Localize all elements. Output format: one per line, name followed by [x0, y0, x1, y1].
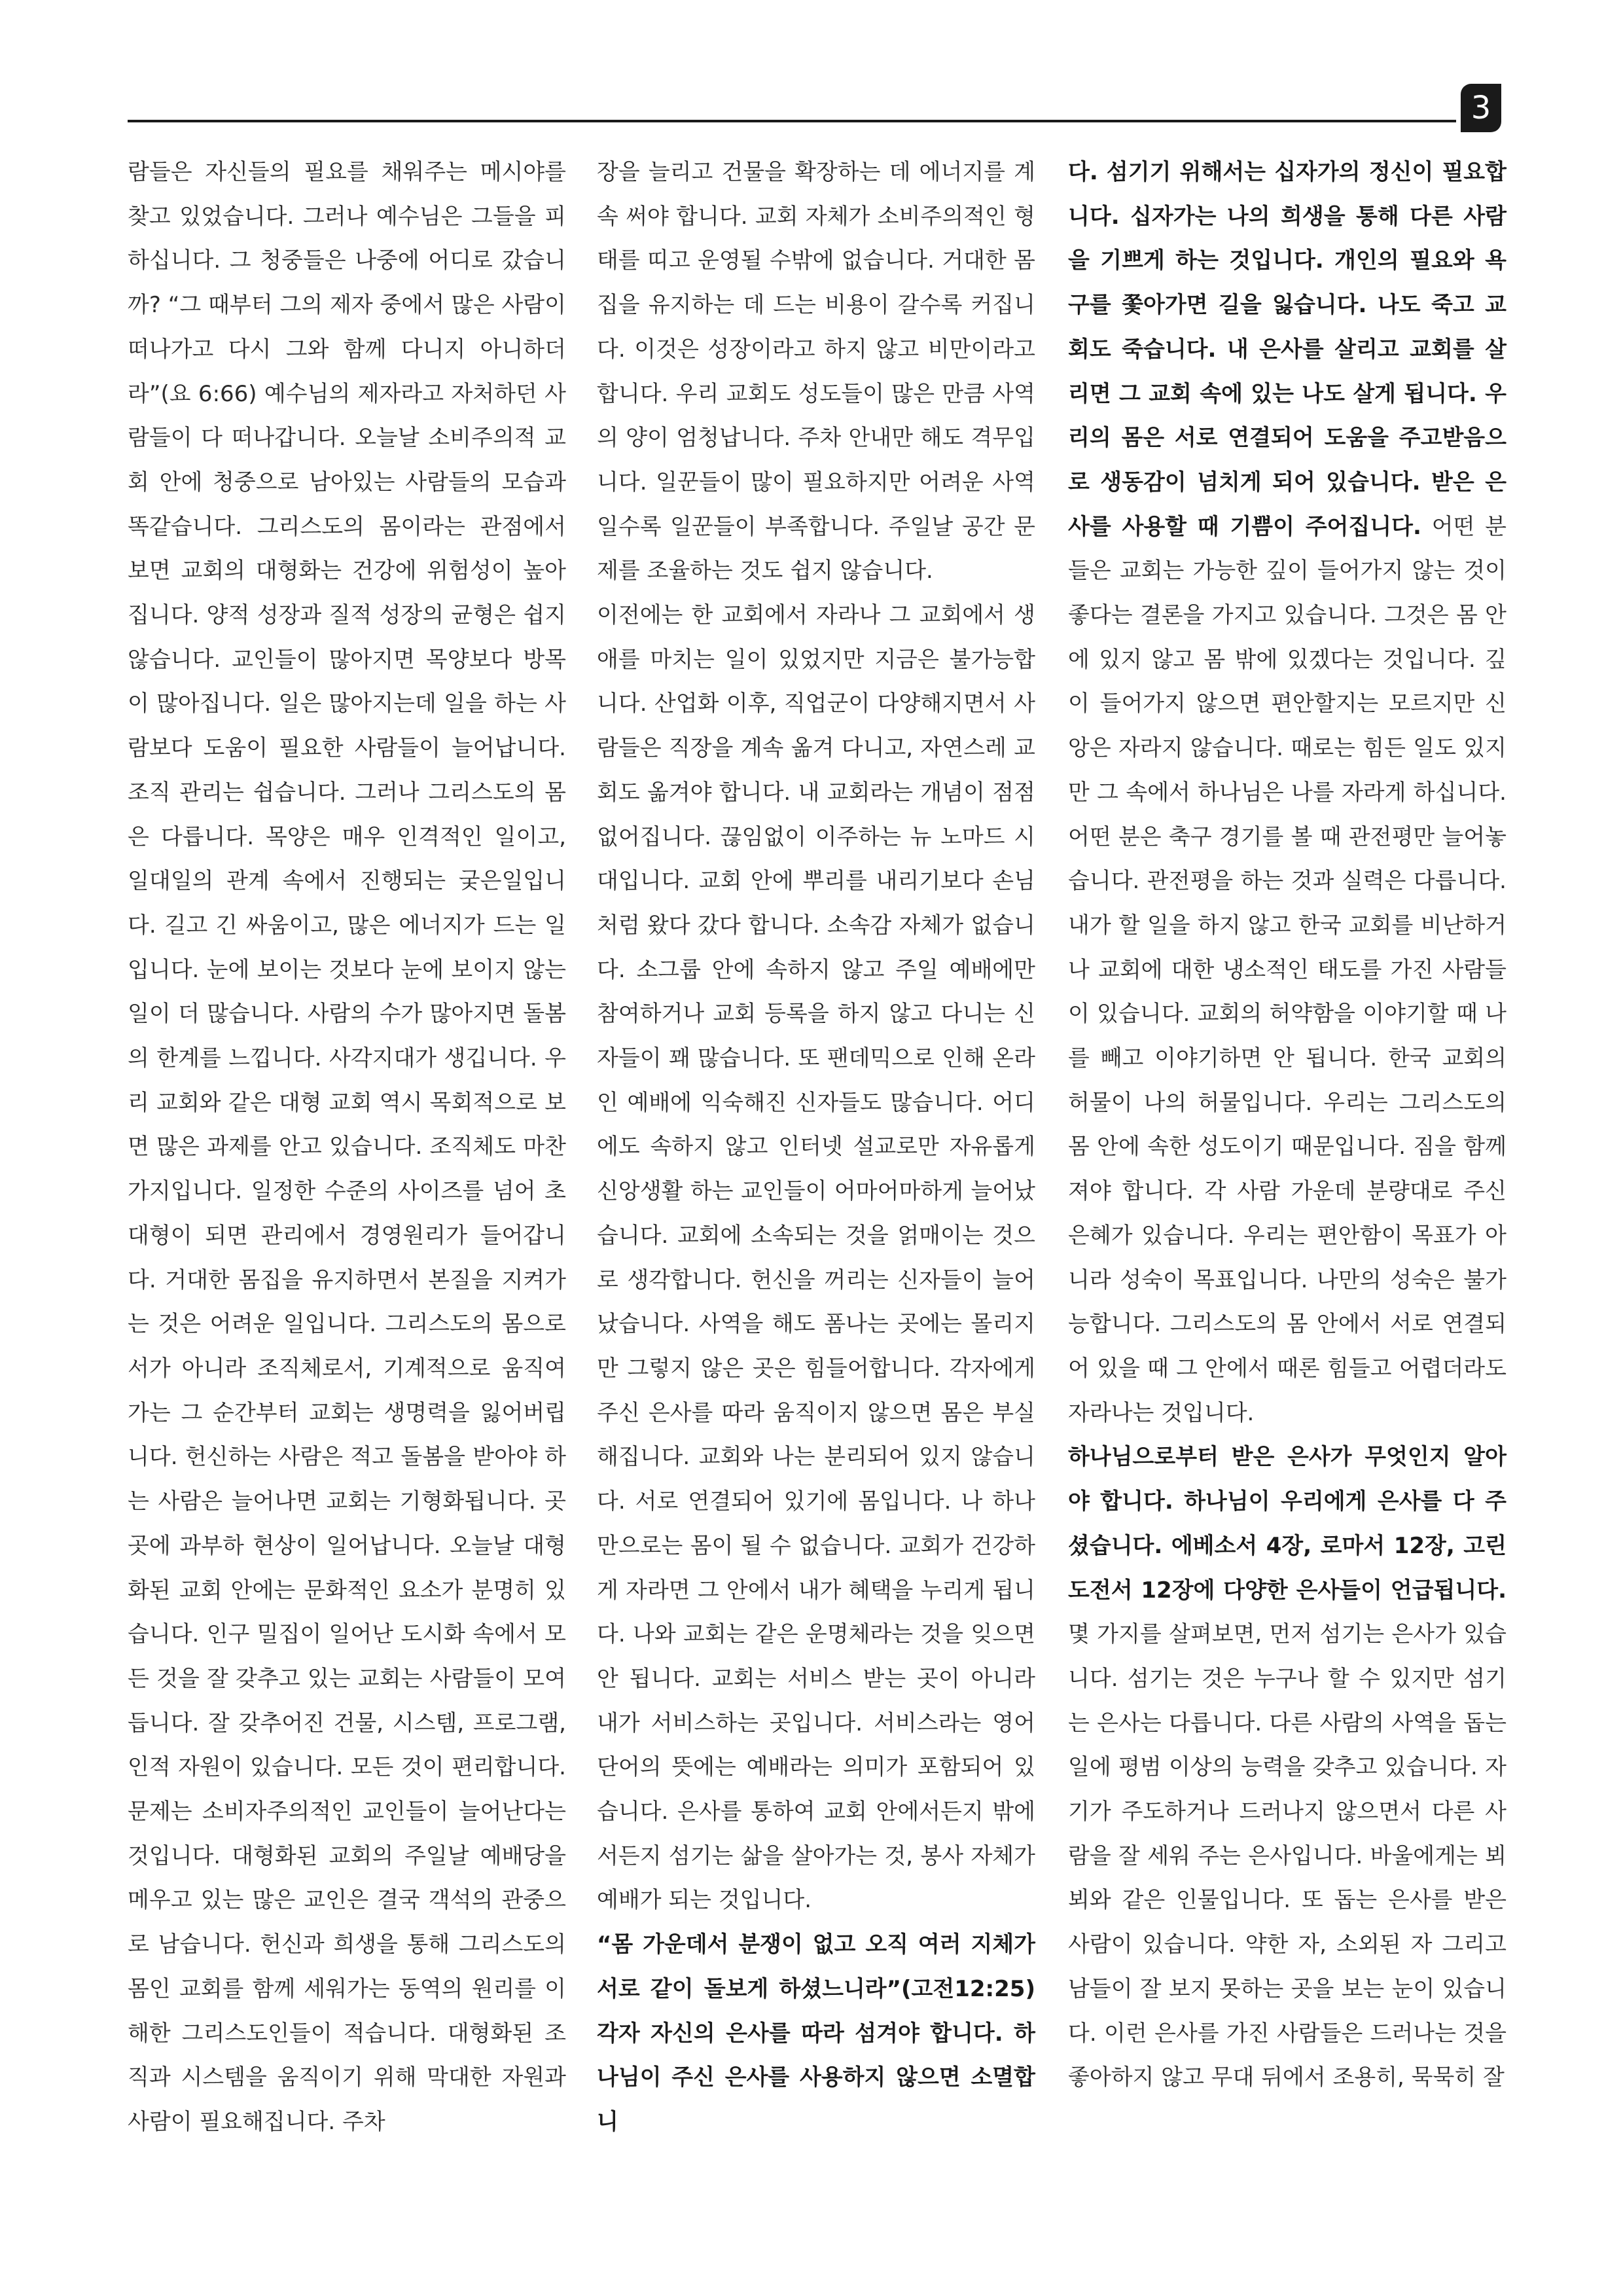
- paragraph: [597, 594, 1035, 1923]
- paragraph: [597, 1923, 1035, 2145]
- paragraph: [1068, 1435, 1507, 2100]
- paragraph: [1068, 151, 1507, 1435]
- paragraph-text: 몇 가지를 살펴보면, 먼저 섬기는 은사가 있습니다. 섬기는 것은 누구나 할 수 있지만 섬기는 은사는 다릅니다. 다른 사람의 사역을 돕는 일에 평범 이상의 능력을 갖추고 있습니다. 자기가 주도하거나 드러나지 않으면서 다른 사람을 잘 세워 주는 은사입니다. 바울에게는 뵈뵈와 같은 인물입니다. 또 돕는 은사를 받은 사람이 있습니다. 약한 자, 소외된 자 그리고 남들이 잘 보지 못하는 곳을 보는 눈이 있습니다. 이런 은사를 가진 사람들은 드러나는 것을 좋아하지 않고 무대 뒤에서 조용히, 묵묵히 잘: [1068, 1621, 1507, 2091]
- paragraph-text: 이전에는 한 교회에서 자라나 그 교회에서 생애를 마치는 일이 있었지만 지금은 불가능합니다. 산업화 이후, 직업군이 다양해지면서 사람들은 직장을 계속 옮겨 다니고, 자연스레 교회도 옮겨야 합니다. 내 교회라는 개념이 점점 없어집니다. 끊임없이 이주하는 뉴 노마드 시대입니다. 교회 안에 뿌리를 내리기보다 손님처럼 왔다 갔다 합니다. 소속감 자체가 없습니다. 소그룹 안에 속하지 않고 주일 예배에만 참여하거나 교회 등록을 하지 않고 다니는 신자들이 꽤 많습니다. 또 팬데믹으로 인해 온라인 예배에 익숙해진 신자들도 많습니다. 어디에도 속하지 않고 인터넷 설교로만 자유롭게 신앙생활 하는 교인들이 어마어마하게 늘어났습니다. 교회에 소속되는 것을 얽매이는 것으로 생각합니다. 헌신을 꺼리는 신자들이 늘어났습니다. 사역을 해도 폼나는 곳에는 몰리지만 그렇지 않은 곳은 힘들어합니다. 각자에게 주신 은사를 따라 움직이지 않으면 몸은 부실해집니다. 교회와 나는 분리되어 있지 않습니다. 서로 연결되어 있기에 몸입니다. 나 하나만으로는 몸이 될 수 없습니다. 교회가 건강하게 자라면 그 안에서 내가 혜택을 누리게 됩니다. 나와 교회는 같은 운명체라는 것을 잊으면 안 됩니다. 교회는 서비스 받는 곳이 아니라 내가 서비스하는 곳입니다. 서비스라는 영어 단어의 뜻에는 예배라는 의미가 포함되어 있습니다. 은사를 통하여 교회 안에서든지 밖에서든지 섬기는 삶을 살아가는 것, 봉사 자체가 예배가 되는 것입니다.: [597, 602, 1035, 1914]
- header-rule: [128, 120, 1456, 122]
- paragraph-text: 어떤 분들은 교회는 가능한 깊이 들어가지 않는 것이 좋다는 결론을 가지고 있습니다. 그것은 몸 안에 있지 않고 몸 밖에 있겠다는 것입니다. 깊이 들어가지 않으면 편안할지는 모르지만 신앙은 자라지 않습니다. 때로는 힘든 일도 있지만 그 속에서 하나님은 나를 자라게 하십니다. 어떤 분은 축구 경기를 볼 때 관전평만 늘어놓습니다. 관전평을 하는 것과 실력은 다릅니다. 내가 할 일을 하지 않고 한국 교회를 비난하거나 교회에 대한 냉소적인 태도를 가진 사람들이 있습니다. 교회의 허약함을 이야기할 때 나를 빼고 이야기하면 안 됩니다. 한국 교회의 허물이 나의 허물입니다. 우리는 그리스도의 몸 안에 속한 성도이기 때문입니다. 짐을 함께 져야 합니다. 각 사람 가운데 분량대로 주신 은혜가 있습니다. 우리는 편안함이 목표가 아니라 성숙이 목표입니다. 나만의 성숙은 불가능합니다. 그리스도의 몸 안에서 서로 연결되어 있을 때 그 안에서 때론 힘들고 어렵더라도 자라나는 것입니다.: [1068, 513, 1507, 1426]
- paragraph: [128, 151, 566, 2145]
- text-column-2: [597, 151, 1035, 2145]
- text-column-1: [128, 151, 566, 2145]
- paragraph-bold: “몸 가운데서 분쟁이 없고 오직 여러 지체가 서로 같이 돌보게 하셨느니라”(고전12:25) 각자 자신의 은사를 따라 섬겨야 합니다. 하나님이 주신 은사를 사용하지 않으면 소멸합니: [597, 1931, 1035, 2135]
- paragraph-text: 람들은 자신들의 필요를 채워주는 메시야를 찾고 있었습니다. 그러나 예수님은 그들을 피하십니다. 그 청중들은 나중에 어디로 갔습니까? “그 때부터 그의 제자 중에서 많은 사람이 떠나가고 다시 그와 함께 다니지 아니하더라”(요 6:66) 예수님의 제자라고 자처하던 사람들이 다 떠나갑니다. 오늘날 소비주의적 교회 안에 청중으로 남아있는 사람들의 모습과 똑같습니다. 그리스도의 몸이라는 관점에서 보면 교회의 대형화는 건강에 위험성이 높아집니다. 양적 성장과 질적 성장의 균형은 쉽지 않습니다. 교인들이 많아지면 목양보다 방목이 많아집니다. 일은 많아지는데 일을 하는 사람보다 도움이 필요한 사람들이 늘어납니다. 조직 관리는 쉽습니다. 그러나 그리스도의 몸은 다릅니다. 목양은 매우 인격적인 일이고, 일대일의 관계 속에서 진행되는 궂은일입니다. 길고 긴 싸움이고, 많은 에너지가 드는 일입니다. 눈에 보이는 것보다 눈에 보이지 않는 일이 더 많습니다. 사람의 수가 많아지면 돌봄의 한계를 느낍니다. 사각지대가 생깁니다. 우리 교회와 같은 대형 교회 역시 목회적으로 보면 많은 과제를 안고 있습니다. 조직체도 마찬가지입니다. 일정한 수준의 사이즈를 넘어 초대형이 되면 관리에서 경영원리가 들어갑니다. 거대한 몸집을 유지하면서 본질을 지켜가는 것은 어려운 일입니다. 그리스도의 몸으로서가 아니라 조직체로서, 기계적으로 움직여 가는 그 순간부터 교회는 생명력을 잃어버립니다. 헌신하는 사람은 적고 돌봄을 받아야 하는 사람은 늘어나면 교회는 기형화됩니다. 곳곳에 과부하 현상이 일어납니다. 오늘날 대형화된 교회 안에는 문화적인 요소가 분명히 있습니다. 인구 밀집이 일어난 도시화 속에서 모든 것을 잘 갖추고 있는 교회는 사람들이 모여듭니다. 잘 갖추어진 건물, 시스템, 프로그램, 인적 자원이 있습니다. 모든 것이 편리합니다. 문제는 소비자주의적인 교인들이 늘어난다는 것입니다. 대형화된 교회의 주일날 예배당을 메우고 있는 많은 교인은 결국 객석의 관중으로 남습니다. 헌신과 희생을 통해 그리스도의 몸인 교회를 함께 세워가는 동역의 원리를 이해한 그리스도인들이 적습니다. 대형화된 조직과 시스템을 움직이기 위해 막대한 자원과 사람이 필요해집니다. 주차: [128, 159, 566, 2135]
- text-column-3: [1068, 151, 1507, 2100]
- page-number: 3: [1461, 84, 1501, 132]
- paragraph-text: 장을 늘리고 건물을 확장하는 데 에너지를 계속 써야 합니다. 교회 자체가 소비주의적인 형태를 띠고 운영될 수밖에 없습니다. 거대한 몸집을 유지하는 데 드는 비용이 갈수록 커집니다. 이것은 성장이라고 하지 않고 비만이라고 합니다. 우리 교회도 성도들이 많은 만큼 사역의 양이 엄청납니다. 주차 안내만 해도 격무입니다. 일꾼들이 많이 필요하지만 어려운 사역일수록 일꾼들이 부족합니다. 주일날 공간 문제를 조율하는 것도 쉽지 않습니다.: [597, 159, 1035, 584]
- paragraph-bold: 하나님으로부터 받은 은사가 무엇인지 알아야 합니다. 하나님이 우리에게 은사를 다 주셨습니다. 에베소서 4장, 로마서 12장, 고린도전서 12장에 다양한 은사들이 언급됩니다.: [1068, 1444, 1507, 1604]
- paragraph-bold: 다. 섬기기 위해서는 십자가의 정신이 필요합니다. 십자가는 나의 희생을 통해 다른 사람을 기쁘게 하는 것입니다. 개인의 필요와 욕구를 쫓아가면 길을 잃습니다. 나도 죽고 교회도 죽습니다. 내 은사를 살리고 교회를 살리면 그 교회 속에 있는 나도 살게 됩니다. 우리의 몸은 서로 연결되어 도움을 주고받음으로 생동감이 넘치게 되어 있습니다. 받은 은사를 사용할 때 기쁨이 주어집니다.: [1068, 159, 1507, 540]
- paragraph: [597, 151, 1035, 594]
